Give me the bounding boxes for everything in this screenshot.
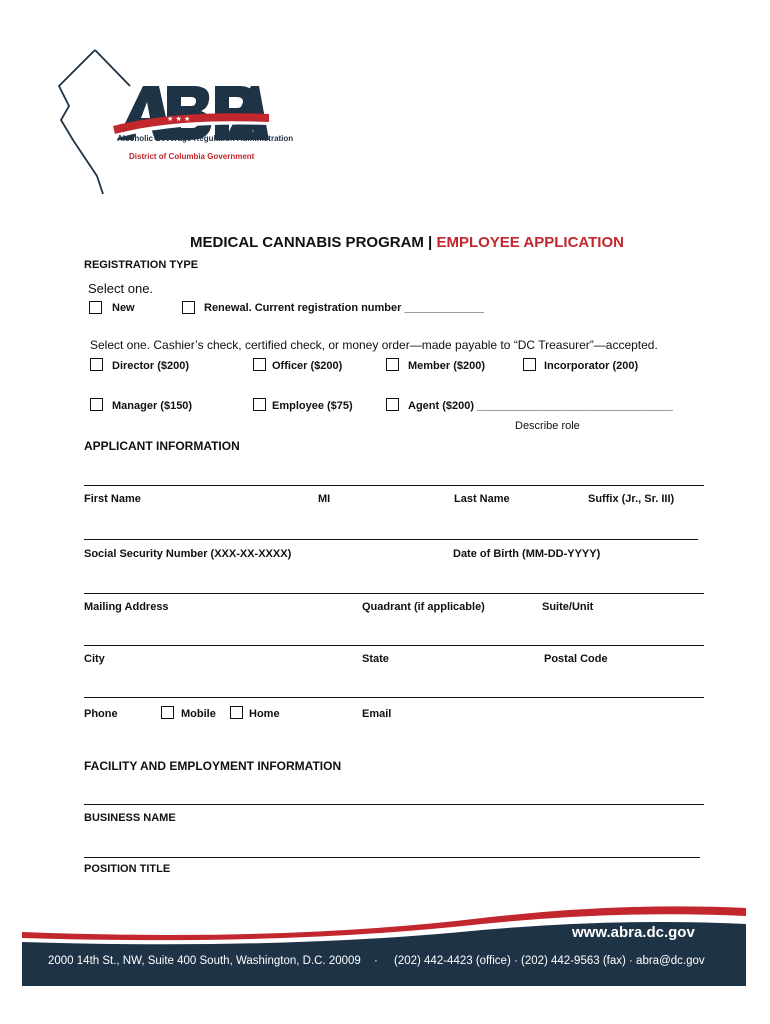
- quadrant-label: Quadrant (if applicable): [362, 601, 485, 613]
- suffix-label: Suffix (Jr., Sr. III): [588, 493, 675, 505]
- postal-code-label: Postal Code: [544, 653, 608, 665]
- email-label: Email: [362, 708, 392, 720]
- member-label: Member ($200): [408, 360, 486, 372]
- mobile-label: Mobile: [181, 708, 216, 720]
- name-line[interactable]: [84, 485, 704, 486]
- member-checkbox[interactable]: [386, 358, 399, 371]
- phone-line[interactable]: [84, 697, 704, 698]
- abra-logo: [55, 48, 294, 198]
- registration-heading: REGISTRATION TYPE: [84, 259, 199, 271]
- city-label: City: [84, 653, 105, 665]
- mi-label: MI: [318, 493, 331, 505]
- state-label: State: [362, 653, 389, 665]
- title-accent: EMPLOYEE APPLICATION: [436, 234, 624, 251]
- business-name-line[interactable]: [84, 804, 704, 805]
- applicant-heading: APPLICANT INFORMATION: [84, 439, 240, 453]
- agent-label: Agent ($200) ________________________________: [408, 400, 673, 412]
- page-title: [190, 234, 624, 251]
- business-name-label: BUSINESS NAME: [84, 812, 176, 824]
- ssn-label: Social Security Number (XXX-XX-XXXX): [84, 548, 292, 560]
- manager-checkbox[interactable]: [90, 398, 103, 411]
- ssn-dob-line[interactable]: [84, 539, 698, 540]
- footer-url[interactable]: www.abra.dc.gov: [572, 924, 695, 941]
- government-name: District of Columbia Government: [129, 152, 255, 161]
- describe-role-caption: Describe role: [515, 420, 580, 432]
- renewal-label: Renewal. Current registration number _____________: [204, 302, 485, 314]
- mailing-address-label: Mailing Address: [84, 601, 169, 613]
- city-line[interactable]: [84, 645, 704, 646]
- suite-label: Suite/Unit: [542, 601, 594, 613]
- dob-label: Date of Birth (MM-DD-YYYY): [453, 548, 601, 560]
- footer-contact: (202) 442-4423 (office) · (202) 442-9563 (fax) · abra@dc.gov: [394, 955, 705, 967]
- mobile-checkbox[interactable]: [161, 706, 174, 719]
- agent-checkbox[interactable]: [386, 398, 399, 411]
- position-title-label: POSITION TITLE: [84, 863, 171, 875]
- employee-label: Employee ($75): [272, 400, 353, 412]
- select-one-text: Select one.: [88, 281, 154, 296]
- new-label: New: [112, 302, 135, 314]
- first-name-label: First Name: [84, 493, 141, 505]
- manager-label: Manager ($150): [112, 400, 193, 412]
- dc-outline-icon: [55, 48, 270, 198]
- home-label: Home: [249, 708, 280, 720]
- address-line[interactable]: [84, 593, 704, 594]
- officer-checkbox[interactable]: [253, 358, 266, 371]
- fee-instruction: Select one. Cashier’s check, certified check, or money order—made payable to “DC Treasurer”—accepted.: [90, 338, 658, 352]
- title-main: MEDICAL CANNABIS PROGRAM |: [190, 234, 433, 251]
- new-checkbox[interactable]: [89, 301, 102, 314]
- director-checkbox[interactable]: [90, 358, 103, 371]
- phone-label: Phone: [84, 708, 118, 720]
- position-title-line[interactable]: [84, 857, 700, 858]
- incorporator-label: Incorporator (200): [544, 360, 639, 372]
- agency-name: Alcoholic Beverage Regulation Administration: [117, 134, 294, 143]
- svg-text:★ ★ ★: ★ ★ ★: [167, 115, 191, 123]
- officer-label: Officer ($200): [272, 360, 343, 372]
- employee-checkbox[interactable]: [253, 398, 266, 411]
- director-label: Director ($200): [112, 360, 190, 372]
- incorporator-checkbox[interactable]: [523, 358, 536, 371]
- footer-banner: [22, 890, 746, 986]
- home-checkbox[interactable]: [230, 706, 243, 719]
- facility-heading: FACILITY AND EMPLOYMENT INFORMATION: [84, 759, 342, 773]
- last-name-label: Last Name: [454, 493, 510, 505]
- footer-separator: ·: [374, 955, 378, 967]
- footer-address: 2000 14th St., NW, Suite 400 South, Washington, D.C. 20009: [48, 955, 361, 967]
- renewal-checkbox[interactable]: [182, 301, 195, 314]
